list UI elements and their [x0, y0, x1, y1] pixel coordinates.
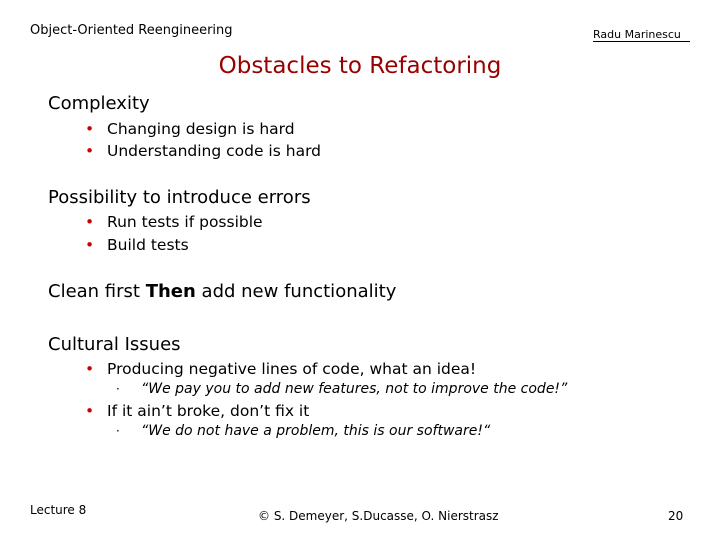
bullet-item — [85, 213, 263, 231]
header-divider — [593, 41, 690, 42]
bullet-item — [85, 142, 321, 160]
bullet-item — [85, 236, 189, 254]
bullet-icon: • — [85, 360, 95, 378]
author-name: Radu Marinescu — [593, 28, 681, 41]
section-heading-clean-first — [48, 281, 396, 302]
bullet-text: Changing design is hard — [107, 120, 295, 138]
bullet-item — [85, 120, 295, 138]
heading-pre: Clean first — [48, 281, 146, 302]
sub-bullet-text: “We do not have a problem, this is our software!“ — [141, 423, 491, 439]
bullet-text: Run tests if possible — [107, 213, 263, 231]
bullet-text: Understanding code is hard — [107, 142, 322, 160]
bullet-icon: • — [85, 213, 95, 231]
section-heading-complexity: Complexity — [48, 93, 150, 114]
page-number: 20 — [668, 509, 684, 523]
bullet-item — [85, 402, 309, 420]
sub-bullet-text: “We pay you to add new features, not to improve the code!” — [141, 381, 568, 397]
bullet-item — [85, 360, 476, 378]
bullet-icon: • — [85, 120, 95, 138]
section-heading-cultural: Cultural Issues — [48, 334, 181, 355]
bullet-text: If it ain’t broke, don’t fix it — [107, 402, 310, 420]
copyright: © S. Demeyer, S.Ducasse, O. Nierstrasz — [258, 509, 499, 523]
lecture-label: Lecture 8 — [30, 503, 87, 517]
bullet-text: Build tests — [107, 236, 189, 254]
sub-bullet-icon: · — [116, 382, 120, 396]
bullet-icon: • — [85, 402, 95, 420]
course-title: Object-Oriented Reengineering — [30, 23, 233, 38]
sub-bullet-icon: · — [116, 424, 120, 438]
bullet-icon: • — [85, 142, 95, 160]
bullet-icon: • — [85, 236, 95, 254]
slide-title: Obstacles to Refactoring — [218, 53, 502, 79]
bullet-text: Producing negative lines of code, what an idea! — [107, 360, 477, 378]
section-heading-errors: Possibility to introduce errors — [48, 187, 311, 208]
heading-emphasis: Then — [145, 281, 196, 302]
sub-bullet-item — [116, 423, 490, 439]
sub-bullet-item — [116, 381, 567, 397]
heading-post: add new functionality — [195, 281, 397, 302]
